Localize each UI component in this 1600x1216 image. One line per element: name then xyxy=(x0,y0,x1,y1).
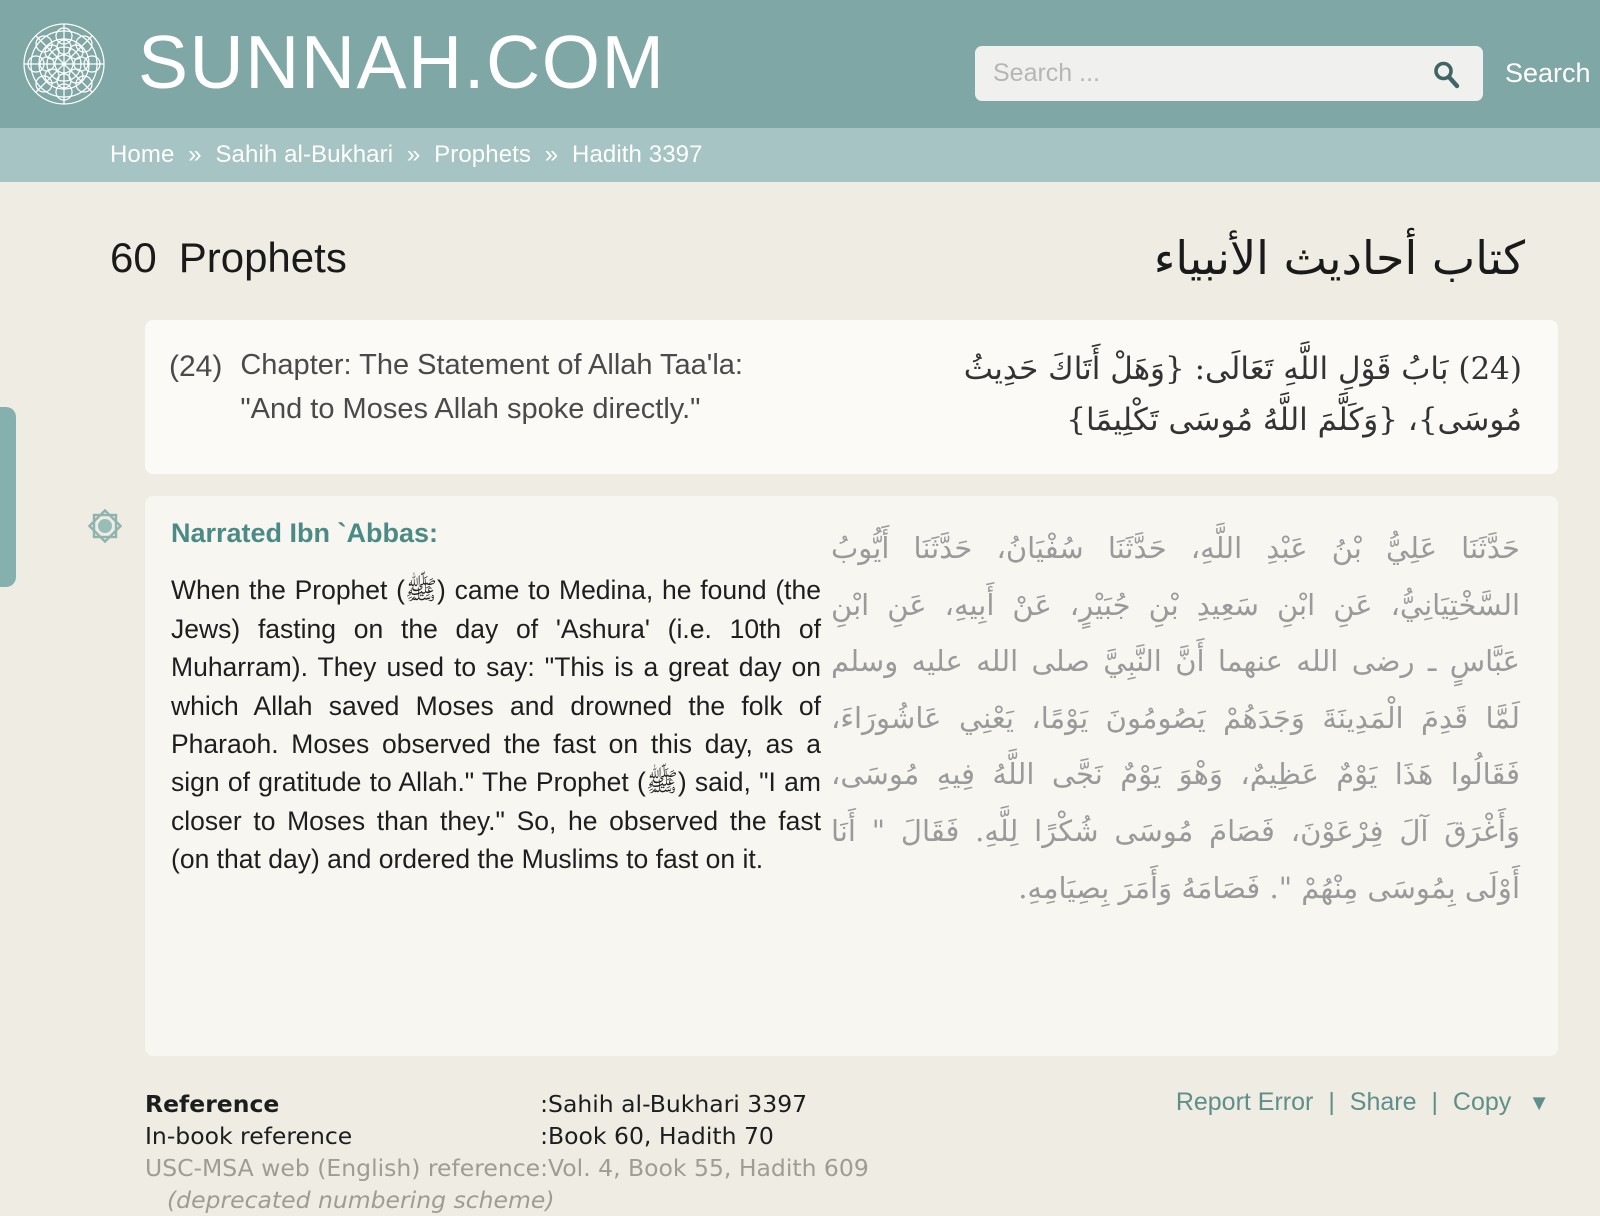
chapter-text-arabic: (24) بَابُ قَوْلِ اللَّهِ تَعَالَى: {وَهَلْ أَتَاكَ حَدِيثُ مُوسَى}، {وَكَلَّمَ اللَّهُ مُوسَى تَكْلِيمًا} xyxy=(963,351,1522,439)
breadcrumb-item-home[interactable]: Home xyxy=(110,141,175,168)
book-number: 60 xyxy=(110,233,157,281)
breadcrumb-item-hadith[interactable]: Hadith 3397 xyxy=(572,141,703,168)
breadcrumb-separator: » xyxy=(188,141,202,168)
inbook-reference-value: Book 60, Hadith 70 xyxy=(548,1122,774,1151)
reference-table xyxy=(145,1088,869,1216)
reference-label: Reference xyxy=(145,1090,280,1119)
chapter-text-line1: Chapter: The Statement of Allah Taa'la: xyxy=(240,349,743,381)
action-separator: | xyxy=(1328,1088,1335,1117)
table-row xyxy=(145,1088,869,1120)
sunnah-logo-icon[interactable] xyxy=(16,16,112,112)
chapter-text-english xyxy=(240,344,743,431)
reference-value: Sahih al-Bukhari 3397 xyxy=(548,1090,808,1119)
chapter-number: (24) xyxy=(169,350,223,383)
page-body xyxy=(0,182,1600,1215)
report-error-link[interactable]: Report Error xyxy=(1175,1088,1314,1117)
breadcrumb xyxy=(110,141,703,169)
table-row xyxy=(145,1152,869,1184)
search-input[interactable] xyxy=(975,46,1405,101)
page-title xyxy=(110,234,347,282)
chevron-down-icon[interactable]: ▼ xyxy=(1528,1090,1550,1116)
breadcrumb-item-book[interactable]: Prophets xyxy=(434,141,532,168)
chapter-text-line2: "And to Moses Allah spoke directly." xyxy=(240,392,701,425)
hadith-card xyxy=(145,496,1558,1056)
usc-msa-reference-label: USC-MSA web (English) reference xyxy=(145,1154,541,1183)
reference-colon: : xyxy=(540,1122,549,1151)
header-search-area xyxy=(975,46,1591,101)
hadith-text-english: When the Prophet (ﷺ) came to Medina, he found (the Jews) fasting on the day of 'Ashura' (i.e. 10th of Muharram). They used to say: "This is a great day on which Allah saved Moses and drowned the folk of Pharaoh. Moses observed the fast on this day, as a sign of gratitude to Allah." The Prophet (ﷺ) said, "I am closer to Moses than they." So, he observed the fast (on that day) and ordered the Muslims to fast on it. xyxy=(171,575,821,875)
star-rosette-icon xyxy=(87,508,123,544)
book-title-text: Prophets xyxy=(178,233,347,281)
chapter-english xyxy=(169,344,859,446)
search-icon[interactable] xyxy=(1431,59,1461,89)
book-title-arabic: كتاب أحاديث الأنبياء xyxy=(1153,230,1525,285)
reference-row xyxy=(145,1088,1558,1216)
hadith-section xyxy=(145,496,1558,1216)
breadcrumb-bar xyxy=(0,128,1600,182)
table-row xyxy=(145,1184,869,1216)
search-box[interactable] xyxy=(975,46,1483,101)
share-link[interactable]: Share xyxy=(1349,1088,1417,1117)
breadcrumb-item-collection[interactable]: Sahih al-Bukhari xyxy=(215,141,394,168)
site-header xyxy=(0,0,1600,128)
chapter-card xyxy=(145,320,1558,474)
book-title-row xyxy=(0,182,1600,307)
hadith-text-arabic: حَدَّثَنَا عَلِيُّ بْنُ عَبْدِ اللَّهِ، حَدَّثَنَا سُفْيَانُ، حَدَّثَنَا أَيُّوبُ السَّخْتِيَانِيُّ، عَنِ ابْنِ سَعِيدِ بْنِ جُبَيْرٍ، عَنْ أَبِيهِ، عَنِ ابْنِ عَبَّاسٍ ـ رضى الله عنهما أَنَّ النَّبِيَّ صلى الله عليه وسلم لَمَّا قَدِمَ الْمَدِينَةَ وَجَدَهُمْ يَصُومُونَ يَوْمًا، يَعْنِي عَاشُورَاءَ، فَقَالُوا هَذَا يَوْمٌ عَظِيمٌ، وَهْوَ يَوْمٌ نَجَّى اللَّهُ فِيهِ مُوسَى، وَأَغْرَقَ آلَ فِرْعَوْنَ، فَصَامَ مُوسَى شُكْرًا لِلَّهِ. فَقَالَ " أَنَا أَوْلَى بِمُوسَى مِنْهُمْ ". فَصَامَهُ وَأَمَرَ بِصِيَامِهِ. xyxy=(831,531,1520,905)
inbook-reference-label: In-book reference xyxy=(145,1122,353,1151)
deprecated-note: (deprecated numbering scheme) xyxy=(167,1186,555,1215)
usc-msa-reference-value: Vol. 4, Book 55, Hadith 609 xyxy=(548,1154,869,1183)
site-title[interactable]: SUNNAH.COM xyxy=(138,19,666,104)
copy-link[interactable]: Copy xyxy=(1452,1088,1512,1117)
reference-colon: : xyxy=(540,1154,549,1183)
breadcrumb-separator: » xyxy=(406,141,421,168)
action-separator: | xyxy=(1431,1088,1438,1117)
hadith-actions xyxy=(869,1088,1558,1117)
reference-colon: : xyxy=(540,1090,549,1119)
side-drawer-tab[interactable] xyxy=(0,407,16,587)
search-label[interactable]: Search xyxy=(1505,58,1591,88)
hadith-english-column xyxy=(171,518,831,878)
hadith-narrator: Narrated Ibn `Abbas: xyxy=(171,518,439,549)
table-row xyxy=(145,1120,869,1152)
breadcrumb-separator: » xyxy=(544,141,559,168)
